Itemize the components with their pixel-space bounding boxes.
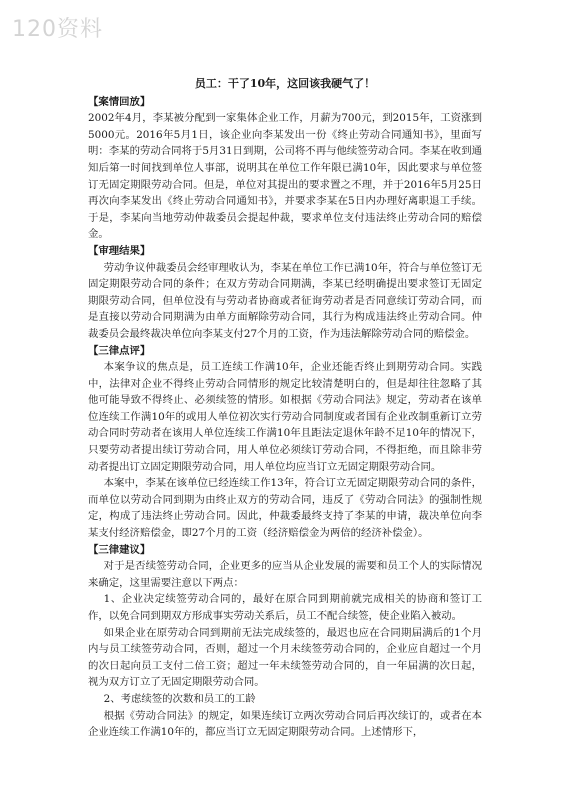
section-lawyer-comment <box>88 343 482 542</box>
section-heading: 【审理结果】 <box>88 244 151 257</box>
document-page <box>88 76 482 741</box>
section-lawyer-advice <box>88 542 482 741</box>
paragraph: 本案争议的焦点是，员工连续工作满10年，企业还能否终止到期劳动合同。实践中，法律对企业不得终止劳动合同情形的规定比较清楚明白的，但是却往往忽略了其他可能导致不得终止、必须续签的情形。如根据《劳动合同法》规定，劳动者在该单位连续工作满10年的或用人单位初次实行劳动合同制度或者国有企业改制重新订立劳动合同时劳动者在该用人单位连续工作满10年且距法定退休年龄不足10年的情况下，只要劳动者提出续订劳动合同，用人单位必须续订劳动合同，不得拒绝，而且除非劳动者提出订立固定期限劳动合同，用人单位均应当订立无固定期限劳动合同。 <box>88 361 482 473</box>
paragraph: 2、考虑续签的次数和员工的工龄 <box>103 692 256 705</box>
section-heading: 【三律建议】 <box>88 543 151 556</box>
page-title: 员工：干了10年，这回该我硬气了！ <box>194 77 376 90</box>
section-case-review <box>88 94 482 243</box>
paragraph: 2002年4月，李某被分配到一家集体企业工作，月薪为700元，到2015年，工资涨到5000元。2016年5月1日，该企业向李某发出一份《终止劳动合同通知书》，里面写明：李某的劳动合同将于5月31日到期，公司将不再与他续签劳动合同。李某在收到通知后第一时间找到单位人事部，说明其在单位工作年限已满10年，因此要求与单位签订无固定期限劳动合同。但是，单位对其提出的要求置之不理，并于2016年5月25日再次向李某发出《终止劳动合同通知书》，并要求李某在5日内办理好离职退工手续。于是，李某向当地劳动仲裁委员会提起仲裁，要求单位支付违法终止劳动合同的赔偿金。 <box>88 112 482 241</box>
watermark-logo: 120资料 <box>12 17 103 42</box>
paragraph: 本案中，李某在该单位已经连续工作13年，符合订立无固定期限劳动合同的条件，而单位以劳动合同到期为由终止双方的劳动合同，违反了《劳动合同法》的强制性规定，构成了违法终止劳动合同。因此，仲裁委最终支持了李某的申请，裁决单位向李某支付经济赔偿金，即27个月的工资（经济赔偿金为两倍的经济补偿金）。 <box>88 477 482 540</box>
section-heading: 【案情回放】 <box>88 95 151 108</box>
paragraph: 如果企业在原劳动合同到期前无法完成续签的，最迟也应在合同期届满后的1个月内与员工续签劳动合同，否则，超过一个月未续签劳动合同的，企业应自超过一个月的次日起向员工支付二倍工资；超过一年未续签劳动合同的，自一年届满的次日起，视为双方订立了无固定期限劳动合同。 <box>88 626 482 689</box>
paragraph: 1、企业决定续签劳动合同的，最好在原合同到期前就完成相关的协商和签订工作，以免合同到期双方形成事实劳动关系后，员工不配合续签，使企业陷入被动。 <box>88 593 482 622</box>
section-heading: 【三律点评】 <box>88 344 151 357</box>
paragraph: 根据《劳动合同法》的规定，如果连续订立两次劳动合同后再次续订的，或者在本企业连续工作满10年的，都应当订立无固定期限劳动合同。上述情形下， <box>88 709 482 739</box>
paragraph: 对于是否续签劳动合同，企业更多的应当从企业发展的需要和员工个人的实际情况来确定，这里需要注意以下两点： <box>88 560 482 589</box>
section-trial-result <box>88 243 482 343</box>
paragraph: 劳动争议仲裁委员会经审理收认为，李某在单位工作已满10年，符合与单位签订无固定期限劳动合同的条件；在双方劳动合同期满，李某已经明确提出要求签订无固定期限劳动合同，但单位没有与劳动者协商或者征询劳动者是否同意续订劳动合同，而是直接以劳动合同期满为由单方面解除劳动合同，其行为构成违法终止劳动合同。仲裁委员会最终裁决单位向李某支付27个月的工资，作为违法解除劳动合同的赔偿金。 <box>88 261 482 340</box>
